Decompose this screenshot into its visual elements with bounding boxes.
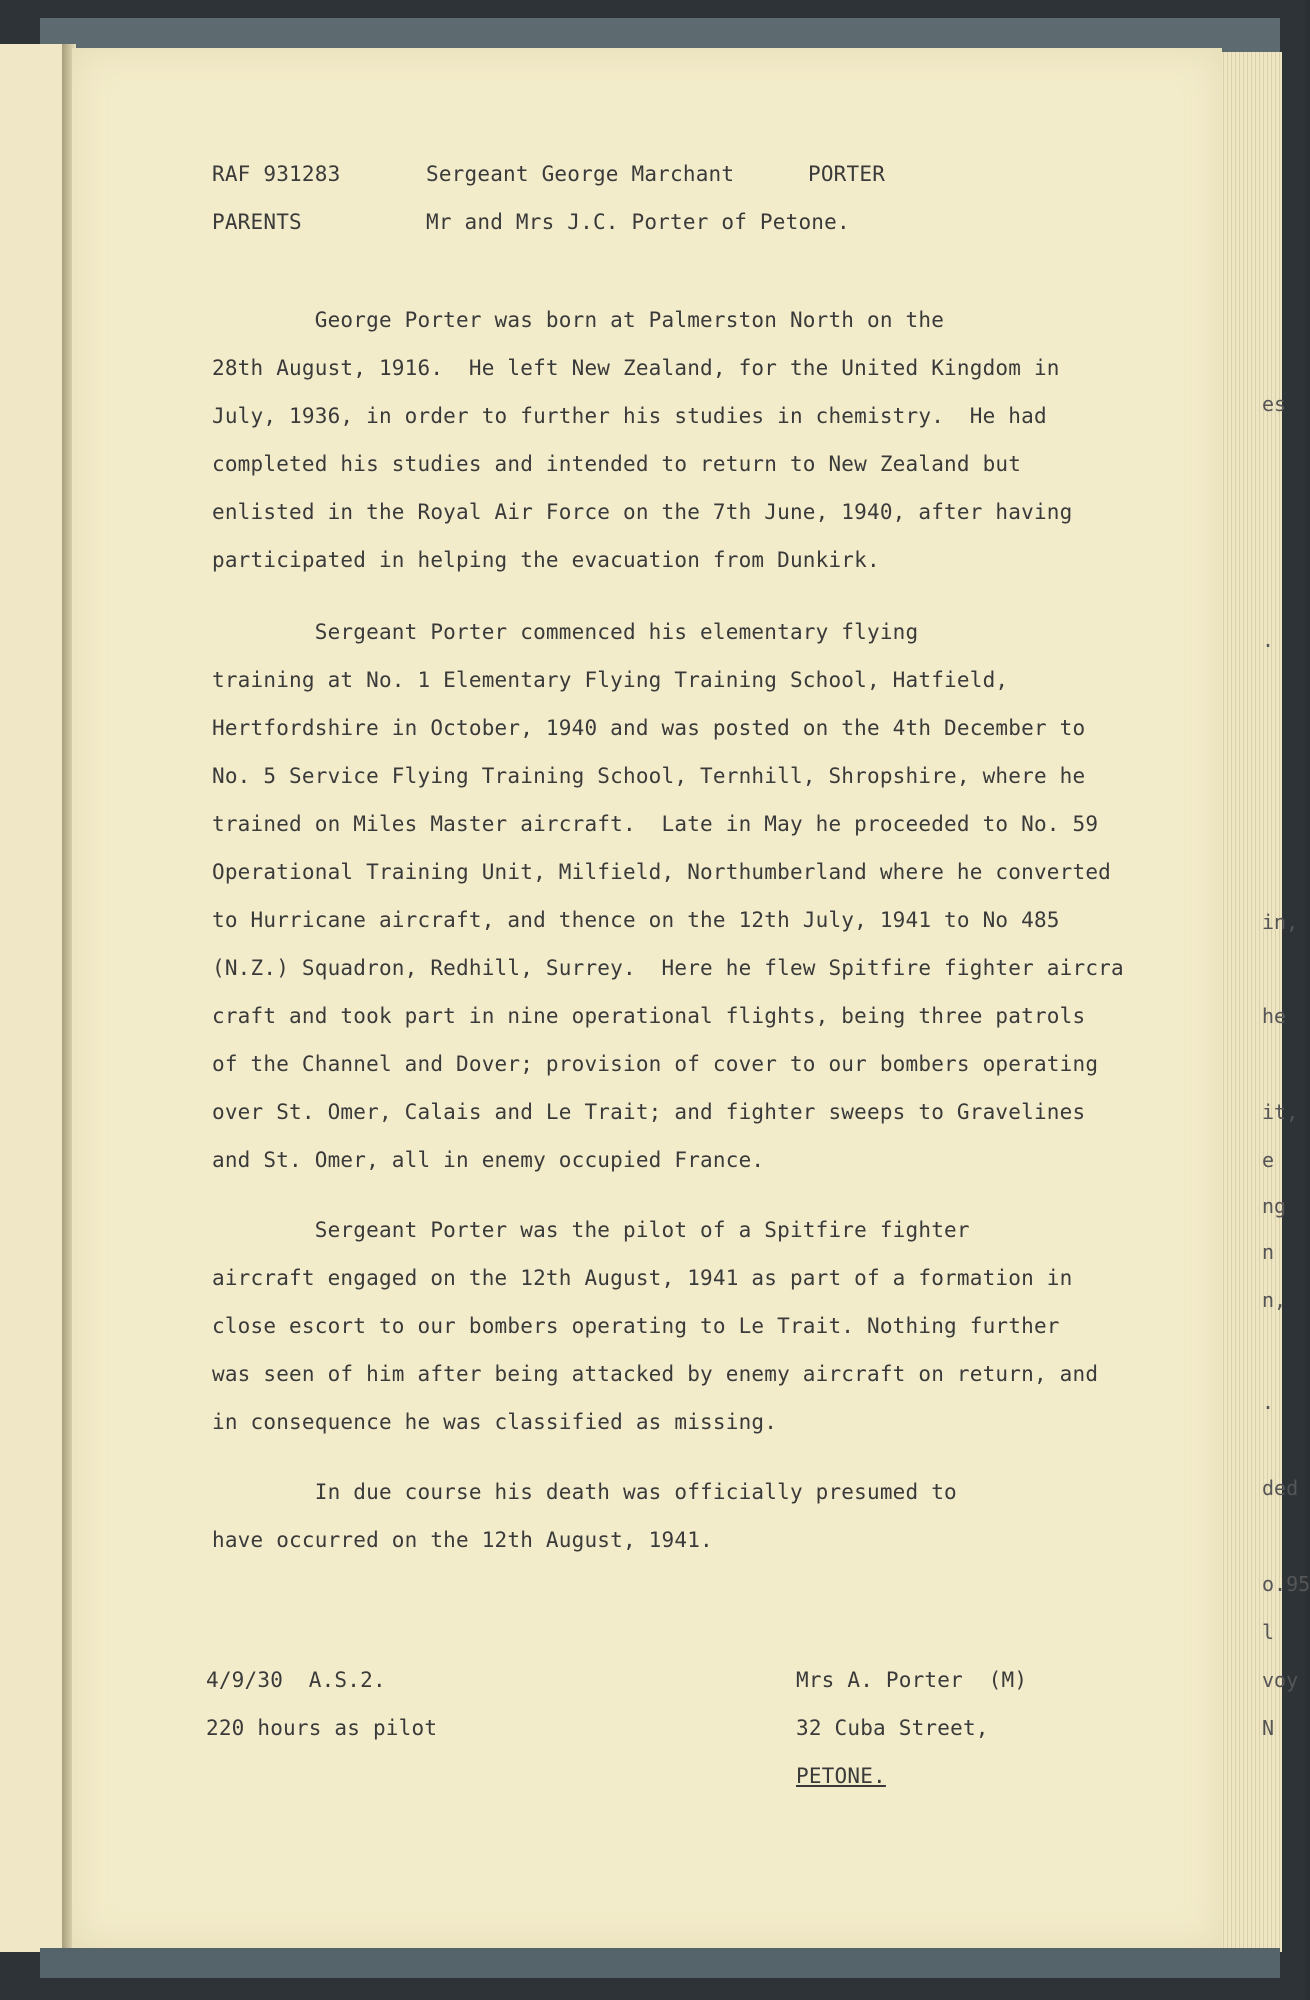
text-line: completed his studies and intended to return to New Zealand but: [212, 452, 1022, 476]
text-line: participated in helping the evacuation from Dunkirk.: [212, 548, 880, 572]
text-line: Sergeant Porter was the pilot of a Spitfire fighter: [212, 1218, 970, 1242]
edge-fragment: ded: [1262, 1476, 1299, 1500]
edge-fragment: it,: [1262, 1100, 1299, 1124]
addressee-name: Mrs A. Porter (M): [796, 1668, 1028, 1692]
text-line: Operational Training Unit, Milfield, Northumberland where he converted: [212, 860, 1112, 884]
text-line: over St. Omer, Calais and Le Trait; and fighter sweeps to Gravelines: [212, 1100, 1086, 1124]
text-line: have occurred on the 12th August, 1941.: [212, 1528, 713, 1552]
text-line: 28th August, 1916. He left New Zealand, for the United Kingdom in: [212, 356, 1060, 380]
text-line: enlisted in the Royal Air Force on the 7th June, 1940, after having: [212, 500, 1073, 524]
stacked-page-edges: [1212, 52, 1282, 1952]
edge-fragment: es: [1262, 392, 1287, 416]
text-line: in consequence he was classified as missing.: [212, 1410, 778, 1434]
text-line: of the Channel and Dover; provision of cover to our bombers operating: [212, 1052, 1099, 1076]
edge-fragment: ng: [1262, 1194, 1287, 1218]
edge-fragment: n,: [1262, 1288, 1287, 1312]
addressee-street: 32 Cuba Street,: [796, 1716, 989, 1740]
edge-fragment: voy: [1262, 1668, 1299, 1692]
text-line: to Hurricane aircraft, and thence on the 12th July, 1941 to No 485: [212, 908, 1060, 932]
edge-fragment: .: [1262, 1390, 1275, 1414]
text-line: aircraft engaged on the 12th August, 1941 as part of a formation in: [212, 1266, 1073, 1290]
record-page: [72, 48, 1222, 1948]
text-line: George Porter was born at Palmerston North on the: [212, 308, 945, 332]
parents-label: PARENTS: [212, 210, 302, 234]
edge-fragment: o.95: [1262, 1572, 1310, 1596]
text-line: In due course his death was officially presumed to: [212, 1480, 957, 1504]
text-line: No. 5 Service Flying Training School, Ternhill, Shropshire, where he: [212, 764, 1086, 788]
text-line: craft and took part in nine operational flights, being three patrols: [212, 1004, 1086, 1028]
edge-fragment: in,: [1262, 910, 1299, 934]
previous-page-edge: [0, 44, 69, 1952]
date-reference: 4/9/30 A.S.2.: [206, 1668, 386, 1692]
flying-hours: 220 hours as pilot: [206, 1716, 438, 1740]
text-line: Sergeant Porter commenced his elementary flying: [212, 620, 919, 644]
text-line: was seen of him after being attacked by enemy aircraft on return, and: [212, 1362, 1099, 1386]
text-line: Hertfordshire in October, 1940 and was posted on the 4th December to: [212, 716, 1086, 740]
text-line: close escort to our bombers operating to Le Trait. Nothing further: [212, 1314, 1060, 1338]
person-name: Sergeant George Marchant: [426, 162, 735, 186]
edge-fragment: .: [1262, 628, 1275, 652]
person-surname: PORTER: [808, 162, 886, 186]
parents-value: Mr and Mrs J.C. Porter of Petone.: [426, 210, 850, 234]
text-line: training at No. 1 Elementary Flying Training School, Hatfield,: [212, 668, 1009, 692]
text-line: (N.Z.) Squadron, Redhill, Surrey. Here he flew Spitfire fighter aircra: [212, 956, 1124, 980]
service-number: RAF 931283: [212, 162, 341, 186]
edge-fragment: he: [1262, 1004, 1287, 1028]
edge-fragment: n: [1262, 1240, 1275, 1264]
edge-fragment: N: [1262, 1716, 1275, 1740]
book-binding-bottom: [40, 1948, 1280, 1978]
addressee-town: PETONE.: [796, 1764, 886, 1788]
edge-fragment: l: [1262, 1620, 1275, 1644]
text-line: and St. Omer, all in enemy occupied France.: [212, 1148, 765, 1172]
text-line: July, 1936, in order to further his studies in chemistry. He had: [212, 404, 1047, 428]
edge-fragment: e: [1262, 1148, 1275, 1172]
text-line: trained on Miles Master aircraft. Late in May he proceeded to No. 59: [212, 812, 1099, 836]
